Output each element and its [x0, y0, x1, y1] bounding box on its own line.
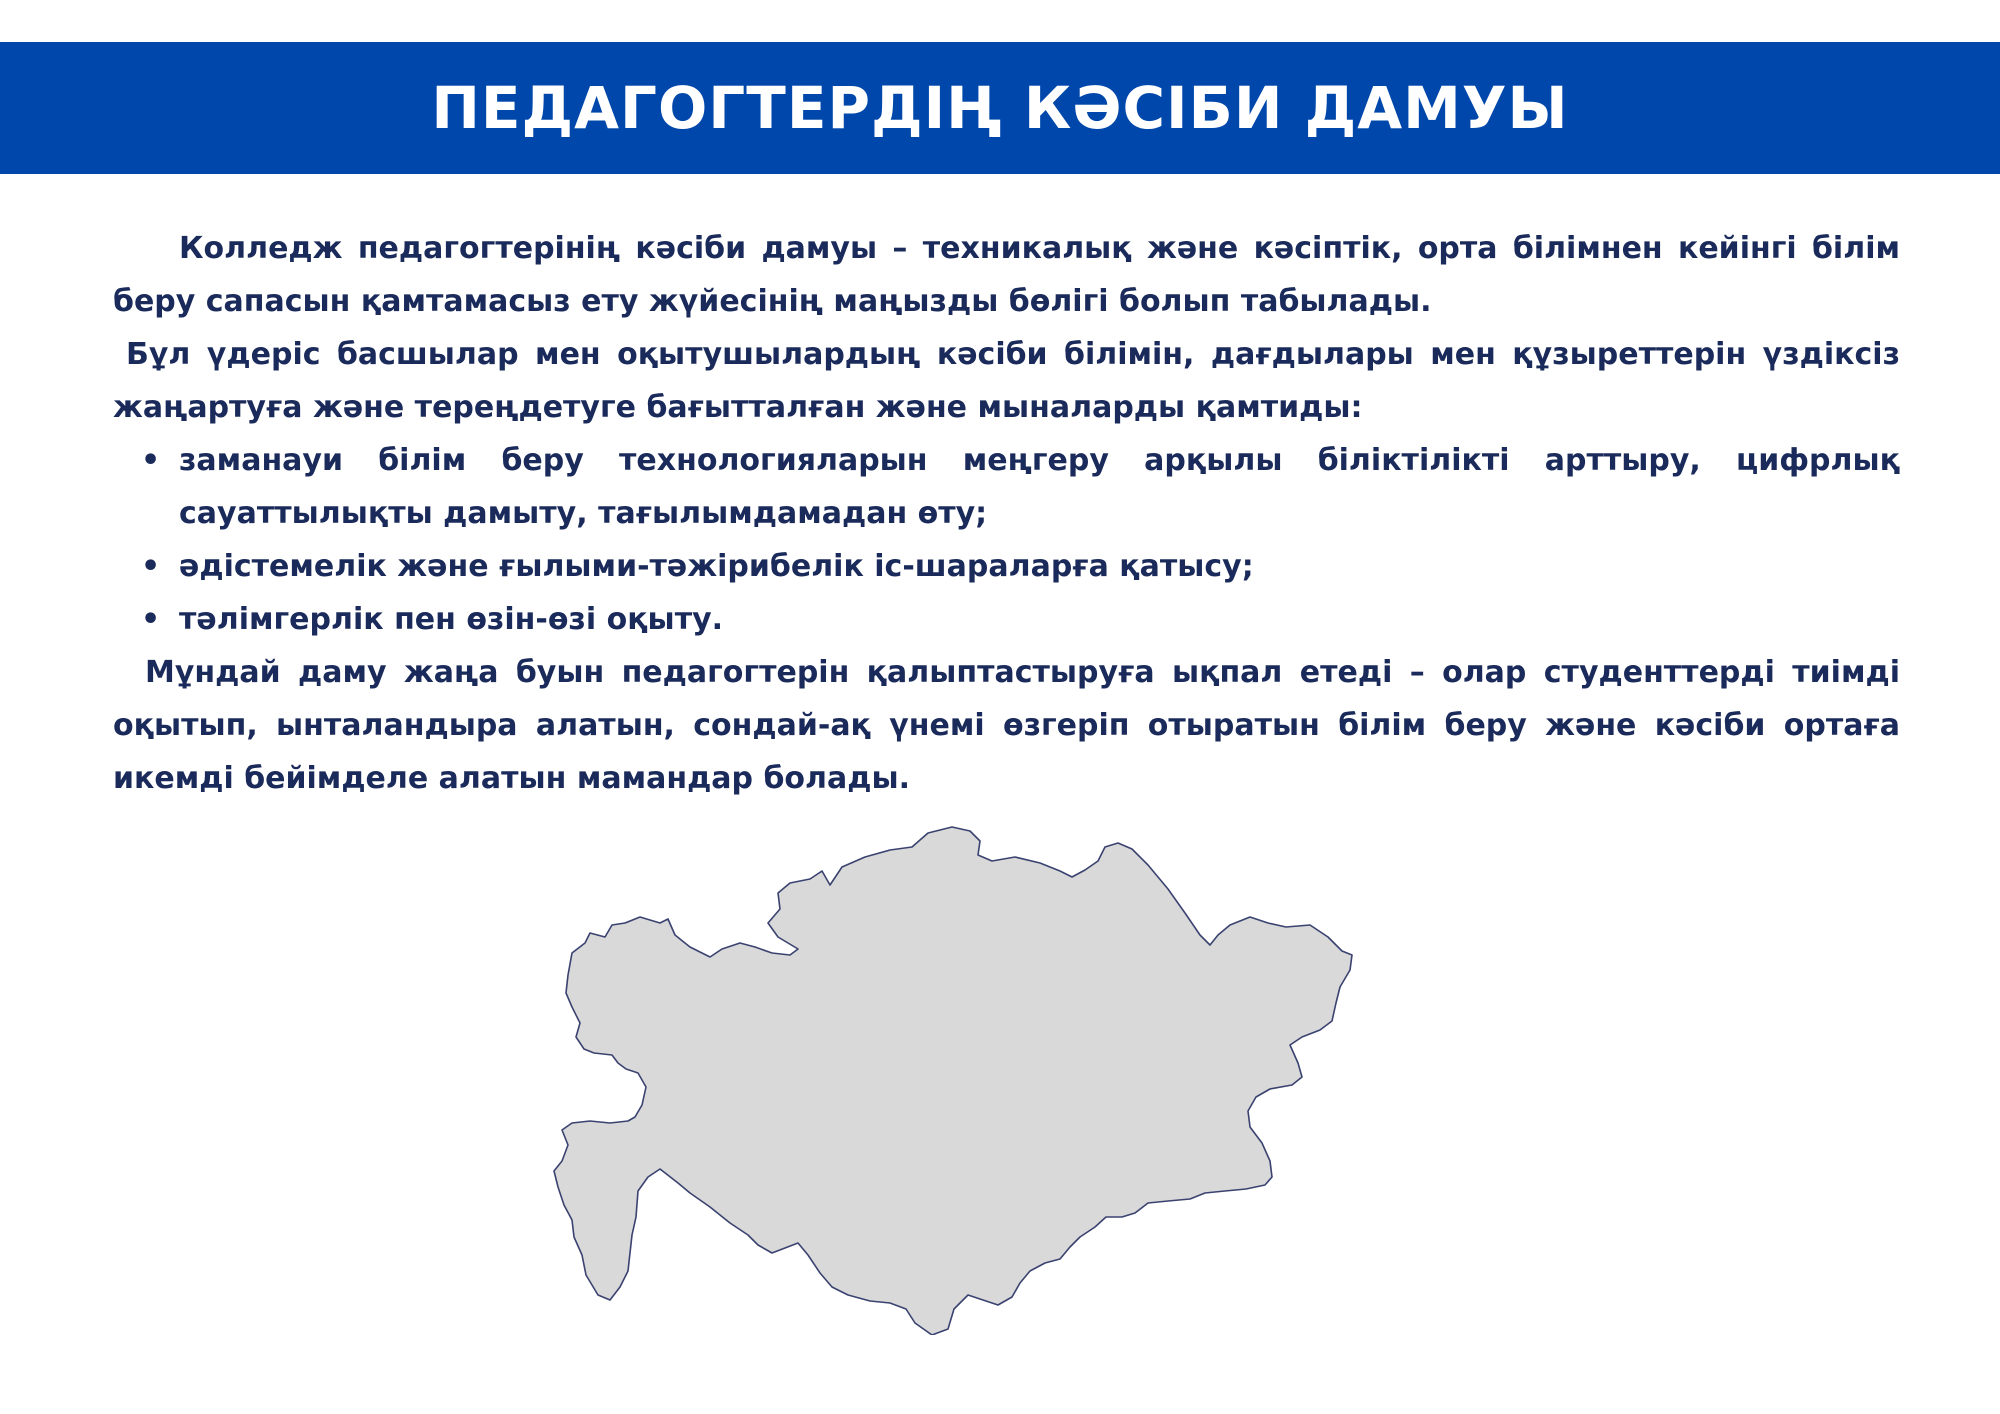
- map-shape: [554, 827, 1352, 1335]
- process-paragraph: Бұл үдеріс басшылар мен оқытушылардың кәсіби білімін, дағдылары мен құзыреттерін үздіксіз жаңартуға және тереңдетуге бағытталған және мыналарды қамтиды:: [113, 337, 1900, 425]
- bullet-list: [113, 434, 1900, 646]
- list-item-text: заманауи білім беру технологияларын меңгеру арқылы біліктілікті арттыру, цифрлық сауаттылықты дамыту, тағылымдамадан өту;: [179, 443, 1900, 531]
- list-item-text: тәлімгерлік пен өзін-өзі оқыту.: [179, 602, 724, 637]
- body-text: [113, 222, 1900, 805]
- list-item: [113, 434, 1900, 540]
- bullet-icon: •: [141, 549, 161, 584]
- page-title: ПЕДАГОГТЕРДІҢ КӘСІБИ ДАМУЫ: [431, 74, 1569, 142]
- kazakhstan-map: [550, 825, 1450, 1335]
- list-item-text: әдістемелік және ғылыми-тәжірибелік іс-шараларға қатысу;: [179, 549, 1254, 584]
- bullet-icon: •: [141, 443, 161, 478]
- title-banner: [0, 42, 2000, 174]
- intro-paragraph: Колледж педагогтерінің кәсіби дамуы – техникалық және кәсіптік, орта білімнен кейінгі білім беру сапасын қамтамасыз ету жүйесінің маңызды бөлігі болып табылады.: [113, 231, 1900, 319]
- bullet-icon: •: [141, 602, 161, 637]
- list-item: [113, 540, 1900, 593]
- list-item: [113, 593, 1900, 646]
- closing-paragraph: Мұндай даму жаңа буын педагогтерін қалыптастыруға ықпал етеді – олар студенттерді тиімді оқытып, ынталандыра алатын, сондай-ақ үнемі өзгеріп отыратын білім беру және кәсіби ортаға икемді бейімделе алатын мамандар болады.: [113, 655, 1900, 796]
- kazakhstan-map-icon: [550, 825, 1450, 1335]
